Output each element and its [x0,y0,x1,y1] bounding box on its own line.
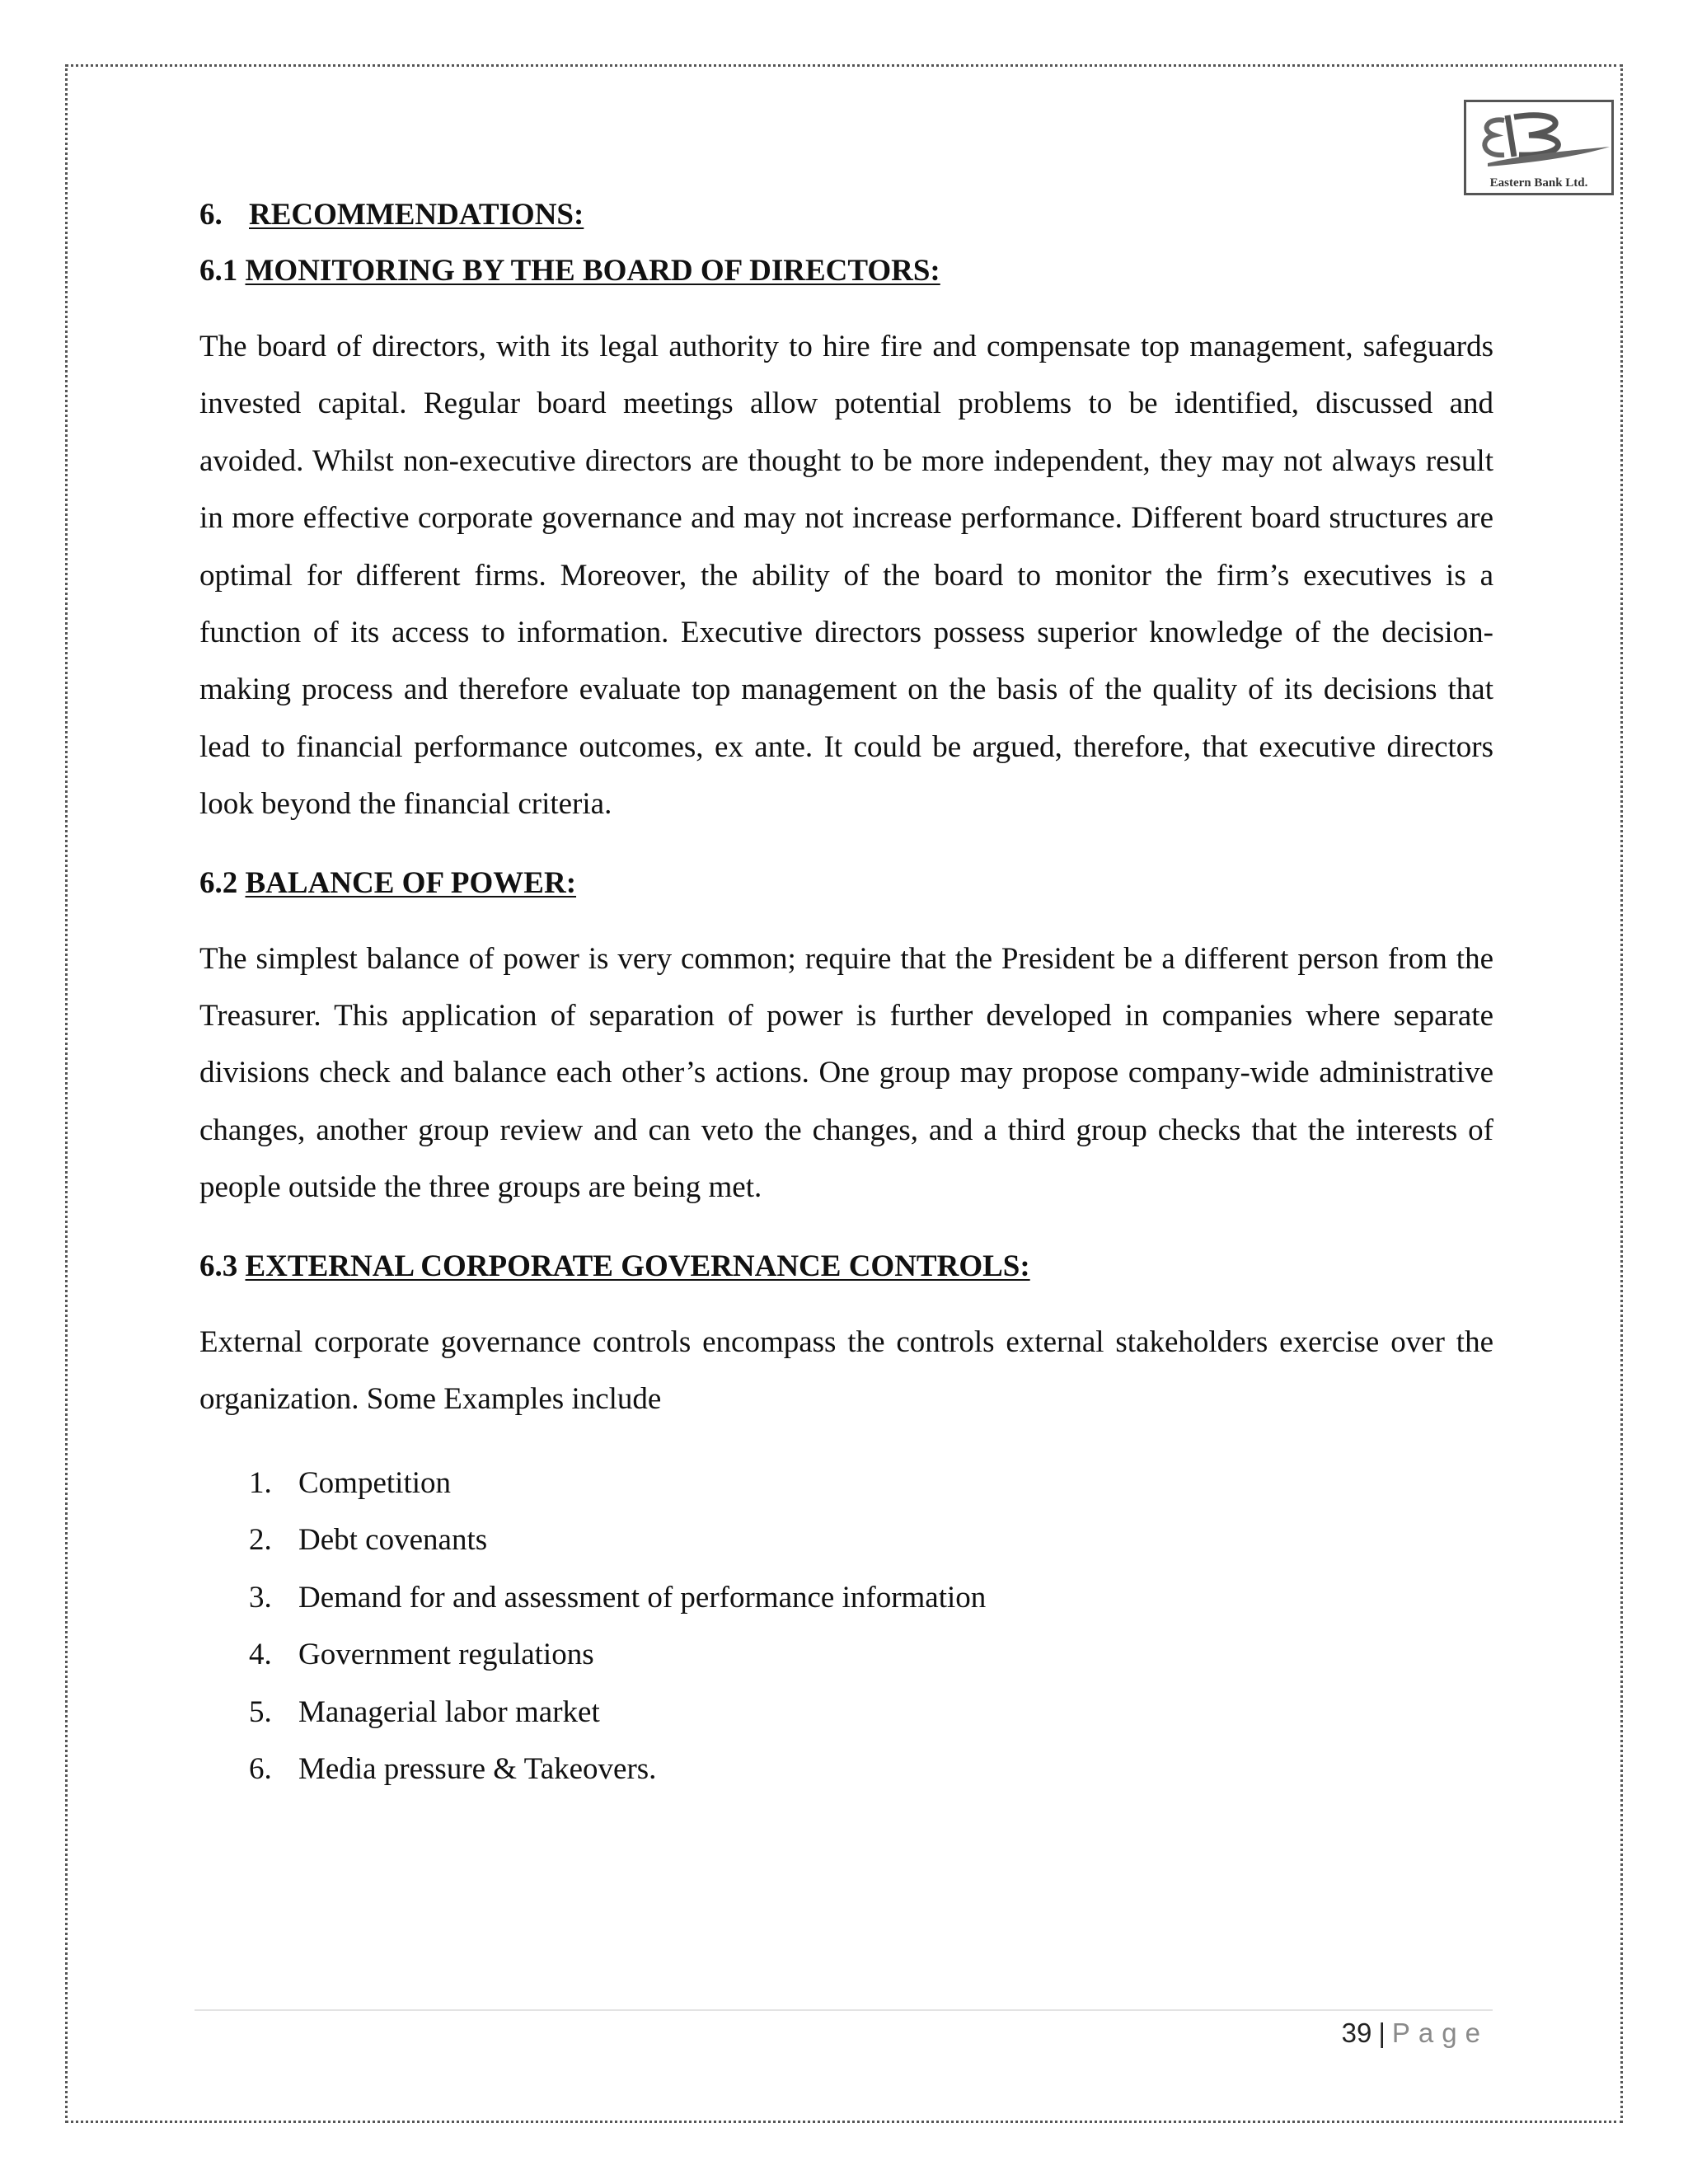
heading-title: BALANCE OF POWER: [245,865,577,900]
list-number: 6. [249,1752,272,1786]
list-number: 2. [249,1523,272,1557]
list-text: Demand for and assessment of performance information [298,1580,987,1615]
list-item [199,1684,1493,1741]
list-text: Competition [298,1465,451,1500]
logo-text: Eastern Bank Ltd. [1489,176,1588,190]
section-heading-external-controls [199,1246,1493,1287]
list-item [199,1455,1493,1512]
footer-divider [195,2009,1493,2011]
list-text: Managerial labor market [298,1694,600,1729]
list-item [199,1511,1493,1569]
list-text: Government regulations [298,1638,594,1671]
heading-number: 6.1 [199,254,238,288]
page-number: 39 [1341,2018,1372,2048]
list-number: 3. [249,1580,272,1615]
document-body [199,194,1493,1798]
heading-title: RECOMMENDATIONS: [249,198,584,232]
list-text: Debt covenants [298,1523,488,1557]
list-number: 1. [249,1465,272,1500]
list-number: 5. [249,1694,272,1729]
heading-title: MONITORING BY THE BOARD OF DIRECTORS: [245,254,940,288]
paragraph-monitoring: The board of directors, with its legal authority to hire fire and compensate top management, safeguards invested capital. Regular board meetings allow potential problems to be identified, discussed and avoided. Whilst non-executive directors are thought to be more independent, they may not always result in more effective corporate governance and may not increase performance. Different board structures are optimal for different firms. Moreover, the ability of the board to monitor the firm’s executives is a function of its access to information. Executive directors possess superior knowledge of the decision-making process and therefore evaluate top management on the basis of the quality of its decisions that lead to financial performance outcomes, ex ante. It could be argued, therefore, that executive directors look beyond the financial criteria. [199,330,1493,822]
list-number: 4. [249,1638,272,1671]
paragraph-balance-of-power: The simplest balance of power is very common; require that the President be a different person from the Treasurer. This application of separation of power is further developed in companies where separate divisions check and balance each other’s actions. One group may propose company-wide administrative changes, another group review and can veto the changes, and a third group checks that the interests of people outside the three groups are being met. [199,941,1493,1205]
eb-monogram-icon [1471,105,1611,173]
footer-separator: | [1378,2018,1386,2048]
list-item [199,1626,1493,1684]
section-heading-balance-of-power [199,863,1493,904]
list-text: Media pressure & Takeovers. [298,1752,657,1786]
section-heading-monitoring [199,251,1493,292]
page-footer [1342,2018,1489,2049]
heading-number: 6.2 [199,865,238,900]
heading-title: EXTERNAL CORPORATE GOVERNANCE CONTROLS: [245,1249,1030,1283]
page-label: Page [1391,2018,1489,2048]
eastern-bank-logo [1464,100,1614,195]
section-heading-recommendations [199,194,1493,236]
heading-number: 6.3 [199,1249,238,1283]
heading-number: 6. [199,198,223,232]
paragraph-external-controls: External corporate governance controls encompass the controls external stakeholders exercise over the organization. Some Examples include [199,1324,1493,1417]
list-item [199,1741,1493,1798]
examples-list [199,1455,1493,1798]
list-item [199,1569,1493,1627]
